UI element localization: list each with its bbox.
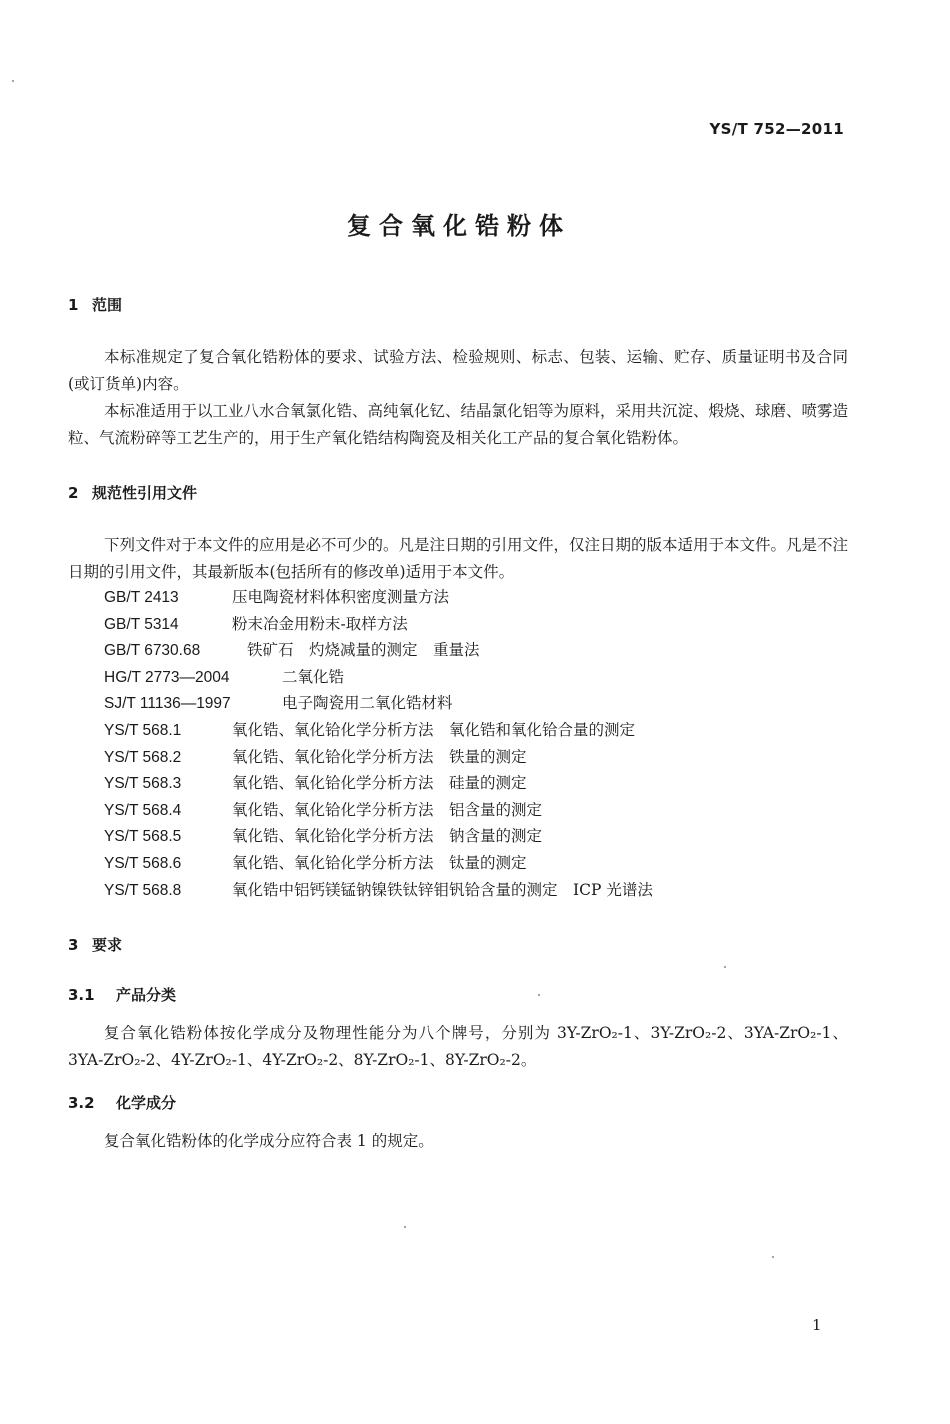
- section-1-heading: [68, 294, 122, 315]
- reference-code: GB/T 2413: [104, 589, 179, 606]
- reference-code: YS/T 568.8: [104, 881, 182, 899]
- subsection-3-1-heading: [68, 984, 176, 1005]
- reference-item: [104, 770, 653, 797]
- reference-item: [104, 584, 653, 611]
- reference-title: 粉末冶金用粉末-取样方法: [232, 614, 408, 633]
- subsection-3-2-heading: [68, 1092, 176, 1113]
- reference-item: [104, 823, 653, 850]
- section-number: 1: [68, 296, 79, 314]
- section-number: 2: [68, 484, 79, 502]
- reference-item: [104, 611, 653, 638]
- reference-title: 压电陶瓷材料体积密度测量方法: [232, 588, 450, 606]
- subsection-title: 化学成分: [116, 1094, 177, 1112]
- section-number: 3: [68, 936, 79, 954]
- paragraph: 复合氧化锆粉体按化学成分及物理性能分为八个牌号，分别为 3Y-ZrO₂-1、3Y-ZrO₂-2、3YA-ZrO₂-1、3YA-ZrO₂-2、4Y-ZrO₂-1、4Y-ZrO₂-2、8Y-ZrO₂-1、8Y-ZrO₂-2。: [68, 1024, 848, 1069]
- reference-code: YS/T 568.4: [104, 801, 182, 819]
- reference-item: [104, 717, 653, 744]
- paragraph: 本标准规定了复合氧化锆粉体的要求、试验方法、检验规则、标志、包装、运输、贮存、质量证明书及合同(或订货单)内容。: [68, 348, 848, 393]
- section-2-heading: [68, 482, 197, 503]
- section-title: 要求: [92, 936, 123, 954]
- reference-code: YS/T 568.6: [104, 854, 182, 872]
- paragraph: 本标准适用于以工业八水合氧氯化锆、高纯氧化钇、结晶氯化铝等为原料，采用共沉淀、煅烧、球磨、喷雾造粒、气流粉碎等工艺生产的，用于生产氧化锆结构陶瓷及相关化工产品的复合氧化锆粉体。: [68, 402, 849, 447]
- reference-title: 氧化锆、氧化铪化学分析方法 钠含量的测定: [232, 827, 543, 846]
- reference-code: GB/T 6730.68: [104, 642, 201, 660]
- section-title: 规范性引用文件: [92, 484, 198, 502]
- scan-speck: [404, 1226, 406, 1228]
- reference-item: [104, 850, 653, 877]
- reference-item: [104, 877, 653, 904]
- reference-item: [104, 664, 653, 691]
- reference-code: YS/T 568.2: [104, 748, 182, 766]
- reference-code: YS/T 568.3: [104, 775, 182, 793]
- reference-item: [104, 744, 653, 771]
- reference-title: 氧化锆、氧化铪化学分析方法 铁量的测定: [232, 747, 527, 766]
- reference-title: 氧化锆、氧化铪化学分析方法 硅量的测定: [232, 774, 527, 793]
- reference-code: YS/T 568.1: [104, 721, 182, 739]
- reference-code: GB/T 5314: [104, 615, 179, 633]
- reference-list: [104, 584, 653, 903]
- paragraph: 下列文件对于本文件的应用是必不可少的。凡是注日期的引用文件，仅注日期的版本适用于本文件。凡是不注日期的引用文件，其最新版本(包括所有的修改单)适用于本文件。: [68, 536, 849, 581]
- page-number: 1: [812, 1316, 822, 1334]
- reference-title: 电子陶瓷用二氧化锆材料: [282, 694, 453, 713]
- scan-speck: [538, 994, 540, 996]
- section-3-heading: [68, 934, 122, 955]
- reference-item: [104, 690, 653, 717]
- reference-code: SJ/T 11136—1997: [104, 695, 231, 713]
- reference-title: 氧化锆、氧化铪化学分析方法 钛量的测定: [232, 853, 527, 872]
- subsection-title: 产品分类: [116, 986, 177, 1004]
- standard-code: YS/T 752—2011: [709, 120, 844, 138]
- scan-speck: [12, 80, 14, 82]
- scan-speck: [724, 966, 726, 968]
- reference-title: 铁矿石 灼烧减量的测定 重量法: [247, 641, 480, 660]
- reference-item: [104, 637, 653, 664]
- reference-title: 二氧化锆: [282, 667, 345, 686]
- reference-code: YS/T 568.5: [104, 828, 182, 846]
- document-title: 复合氧化锆粉体: [347, 212, 571, 240]
- paragraph: 复合氧化锆粉体的化学成分应符合表 1 的规定。: [104, 1132, 434, 1150]
- subsection-number: 3.1: [68, 986, 95, 1004]
- reference-title: 氧化锆中铝钙镁锰钠镍铁钛锌钼钒铪含量的测定 ICP 光谱法: [232, 880, 653, 899]
- reference-code: HG/T 2773—2004: [104, 668, 230, 686]
- subsection-number: 3.2: [68, 1094, 95, 1112]
- section-title: 范围: [92, 296, 123, 314]
- reference-title: 氧化锆、氧化铪化学分析方法 氧化锆和氧化铪合量的测定: [232, 720, 636, 739]
- reference-item: [104, 797, 653, 824]
- reference-title: 氧化锆、氧化铪化学分析方法 铝含量的测定: [232, 800, 543, 819]
- scan-speck: [772, 1256, 774, 1258]
